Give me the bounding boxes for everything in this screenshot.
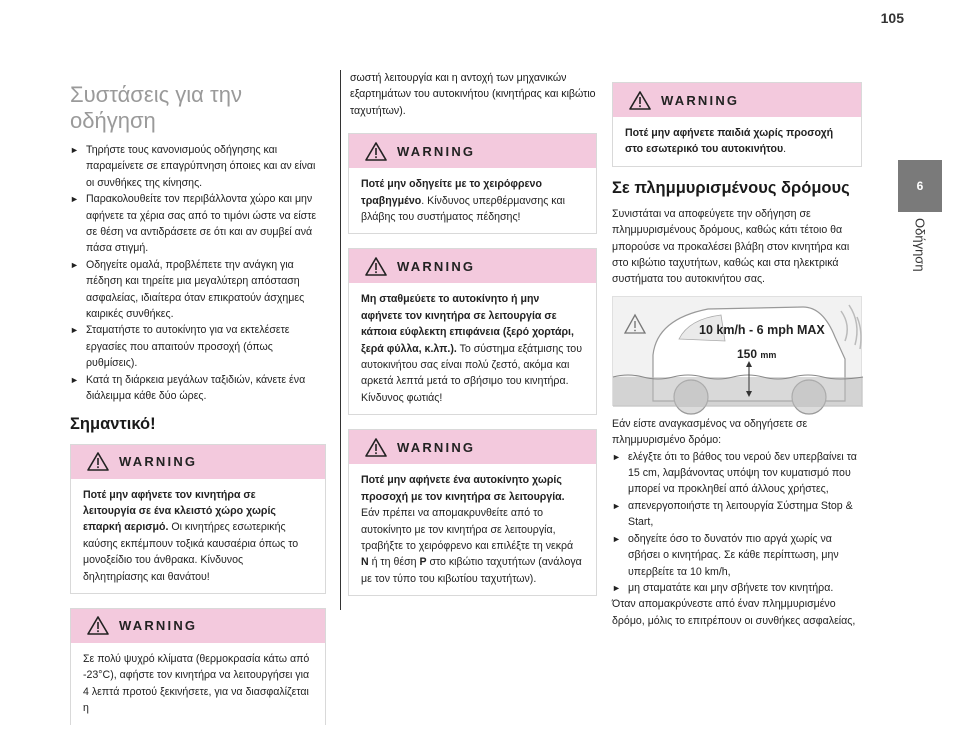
arrow-icon: ► xyxy=(70,194,79,205)
warning-text: Μη σταθμεύετε το αυτοκίνητο ή μην αφήνετε τον κινητήρα σε λειτουργία σε κάποια εύφλεκτη επιφάνεια (ξερό χορτάρι, ξερά φύλλα, κ.λπ.). Το σύστημα εξάτμισης του αυτοκινήτου σας είναι πολύ ζεστό, ακόμα και αρκετά λεπτά μετά το σβήσιμο του κινητήρα. Κίνδυνος φωτιάς! xyxy=(361,293,582,404)
driving-tips-list xyxy=(70,142,326,405)
flooded-roads-instructions xyxy=(612,416,862,629)
warning-text: Ποτέ μην αφήνετε τον κινητήρα σε λειτουργία σε ένα κλειστό χώρο χωρίς επαρκή αερισμό. Οι κινητήρες εσωτερικής καύσης εκπέμπουν τοξικά καυσαέρια όπως το μονοξείδιο του άνθρακα. Κίνδυνος δηλητηρίασης και θανάτου! xyxy=(83,488,299,583)
list-item: ► Παρακολουθείτε τον περιβάλλοντα χώρο και μην αφήνετε τα χέρια σας από το τιμόνι ώστε να είστε σε θέση να αντιδράσετε σε ότι και αν συμβεί ανά πάσα στιγμή. xyxy=(70,191,326,257)
warning-label: WARNING xyxy=(397,258,476,274)
warning-box xyxy=(70,444,326,594)
flood-illustration xyxy=(612,296,862,406)
arrow-icon: ► xyxy=(612,582,621,593)
list-item: ► Τηρήστε τους κανονισμούς οδήγησης και παραμείνετε σε επαγρύπνηση όποιες και αν είναι οι συνθήκες της κίνησης. xyxy=(70,142,326,191)
warning-label: WARNING xyxy=(661,92,740,108)
warning-triangle-icon xyxy=(87,616,109,635)
warning-label: WARNING xyxy=(397,439,476,455)
speed-limit-label: 10 km/h - 6 mph MAX xyxy=(699,322,825,337)
column-2 xyxy=(340,70,597,610)
warning-header xyxy=(349,134,596,168)
warning-triangle-icon xyxy=(365,142,387,161)
list-item: ► μη σταματάτε και μην σβήνετε τον κινητήρα. xyxy=(612,580,862,596)
list-item: ► ελέγξτε ότι το βάθος του νερού δεν υπερβαίνει τα 15 cm, λαμβάνοντας υπόψη τον κυματισμό που μπορεί να προκληθεί από άλλους χρήστες, xyxy=(612,449,862,498)
warning-triangle-icon xyxy=(365,438,387,457)
page-number: 105 xyxy=(880,10,904,26)
arrow-icon: ► xyxy=(612,533,621,544)
warning-label: WARNING xyxy=(119,618,198,634)
warning-text: Ποτέ μην οδηγείτε με το χειρόφρενο τραβηγμένο. Κίνδυνος υπερθέρμανσης και βλάβης του συστήματος πέδησης! xyxy=(361,178,565,224)
warning-box xyxy=(348,429,597,596)
page-title: Συστάσεις για την οδήγηση xyxy=(70,82,242,133)
warning-label: WARNING xyxy=(397,143,476,159)
warning-box xyxy=(348,133,597,234)
chapter-tab[interactable]: 6 xyxy=(898,160,942,212)
warning-triangle-icon xyxy=(629,91,651,110)
arrow-icon: ► xyxy=(70,259,79,270)
list-item: ► απενεργοποιήστε τη λειτουργία Σύστημα Stop & Start, xyxy=(612,498,862,531)
continued-text: σωστή λειτουργία και η αντοχή των μηχανικών εξαρτημάτων του αυτοκινήτου (κινητήρας και κιβώτιο ταχυτήτων). xyxy=(350,72,596,117)
arrow-icon: ► xyxy=(70,374,79,385)
list-item: ► Οδηγείτε ομαλά, προβλέπετε την ανάγκη για πέδηση και τηρείτε μια μεγαλύτερη απόσταση ασφαλείας, ιδιαίτερα όταν επικρατούν άσχημες καιρικές συνθήκες. xyxy=(70,257,326,323)
important-heading: Σημαντικό! xyxy=(70,414,156,433)
arrow-icon: ► xyxy=(612,451,621,462)
list-item: ► οδηγείτε όσο το δυνατόν πιο αργά χωρίς να σβήσει ο κινητήρας. Σε κάθε περίπτωση, μην υπερβείτε τα 10 km/h, xyxy=(612,531,862,580)
warning-text: Σε πολύ ψυχρό κλίματα (θερμοκρασία κάτω από -23°C), αφήστε τον κινητήρα να λειτουργήσει για 4 λεπτά προτού ξεκινήσετε, για να διασφαλίζεται η xyxy=(83,652,310,715)
warning-header xyxy=(349,249,596,283)
flooded-roads-intro: Συνιστάται να αποφεύγετε την οδήγηση σε πλημμυρισμένους δρόμους, καθώς κάτι τέτοιο θα μπορούσε να προκαλέσει βλάβη στον κινητήρα και στο κιβώτιο ταχυτήτων, καθώς και στα ηλεκτρικά συστήματα του αυτοκινήτου σας. xyxy=(612,207,850,286)
warning-text: Ποτέ μην αφήνετε παιδιά χωρίς προσοχή στο εσωτερικό του αυτοκινήτου. xyxy=(625,127,834,156)
arrow-icon: ► xyxy=(70,145,79,155)
chapter-label xyxy=(898,218,942,318)
list-item: ► Σταματήστε το αυτοκίνητο για να εκτελέσετε εργασίες που απαιτούν προσοχή (όπως ρυθμίσεις). xyxy=(70,322,326,371)
arrow-icon: ► xyxy=(70,325,79,336)
warning-box xyxy=(348,248,597,415)
column-1 xyxy=(70,82,326,739)
warning-triangle-icon xyxy=(87,452,109,471)
warning-box xyxy=(612,82,862,167)
warning-label: WARNING xyxy=(119,454,198,469)
warning-box xyxy=(70,608,326,725)
warning-text: Ποτέ μην αφήνετε ένα αυτοκίνητο χωρίς προσοχή με τον κινητήρα σε λειτουργία. Εάν πρέπει να απομακρυνθείτε από το αυτοκίνητο με τον κινητήρα σε λειτουργία, τραβήξτε το χειρόφρενο και επιλέξτε τη νεκρά N ή τη θέση P στο κιβώτιο ταχυτήτων (ανάλογα με τον τύπο του κιβωτίου ταχυτήτων). xyxy=(361,474,582,585)
warning-header xyxy=(71,609,325,643)
warning-header xyxy=(71,445,325,479)
water-depth-label: 150 mm xyxy=(737,346,777,361)
flooded-roads-heading: Σε πλημμυρισμένους δρόμους xyxy=(612,178,850,197)
column-3 xyxy=(612,82,862,629)
if-forced-text: Εάν είστε αναγκασμένος να οδηγήσετε σε πλημμυρισμένο δρόμο: xyxy=(612,417,808,447)
chapter-label-text: Οδήγηση xyxy=(912,218,928,272)
after-flood-text: Όταν απομακρύνεστε από έναν πλημμυρισμένο δρόμο, μόλις το επιτρέπουν οι συνθήκες ασφαλείας, xyxy=(612,598,856,627)
arrow-icon: ► xyxy=(612,500,621,511)
warning-header xyxy=(613,83,861,117)
warning-header xyxy=(349,430,596,464)
list-item: ► Κατά τη διάρκεια μεγάλων ταξιδιών, κάνετε ένα διάλειμμα κάθε δύο ώρες. xyxy=(70,372,326,405)
warning-triangle-icon xyxy=(365,257,387,276)
